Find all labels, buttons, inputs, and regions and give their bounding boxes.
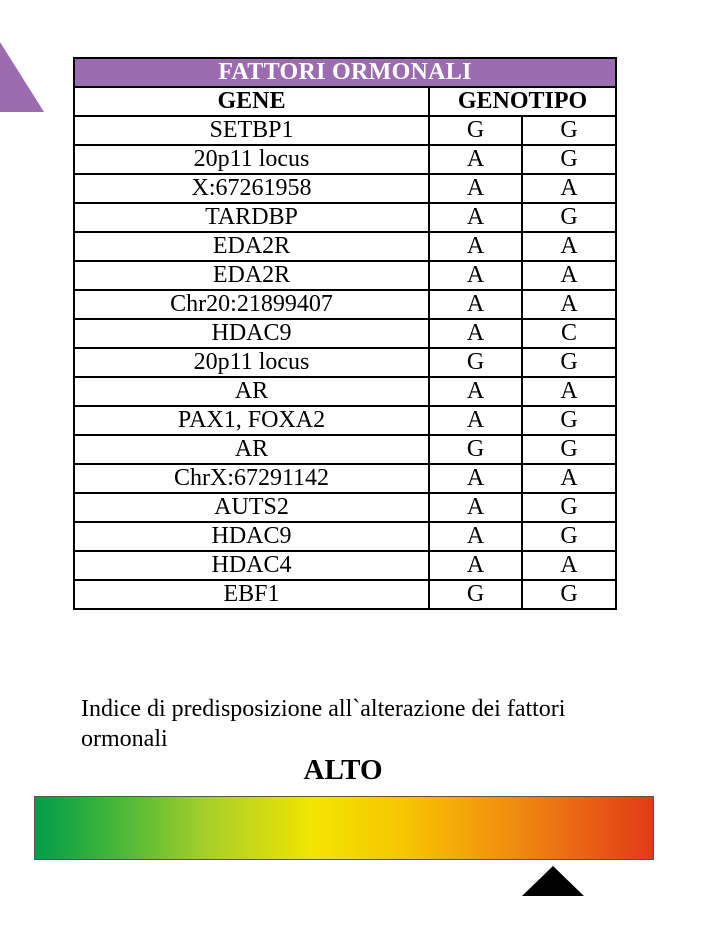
hormonal-factors-table xyxy=(73,57,617,610)
gene-column-header: GENE xyxy=(74,87,429,116)
gene-cell: AUTS2 xyxy=(74,493,429,522)
allele-1-cell: G xyxy=(429,348,522,377)
allele-2-cell: A xyxy=(522,551,616,580)
allele-2-cell: C xyxy=(522,319,616,348)
gene-cell: ChrX:67291142 xyxy=(74,464,429,493)
allele-2-cell: A xyxy=(522,464,616,493)
table-row xyxy=(74,580,616,609)
allele-1-cell: A xyxy=(429,145,522,174)
table-row xyxy=(74,348,616,377)
allele-2-cell: A xyxy=(522,377,616,406)
table-row xyxy=(74,493,616,522)
allele-2-cell: G xyxy=(522,348,616,377)
table-row xyxy=(74,232,616,261)
table-row xyxy=(74,319,616,348)
allele-1-cell: A xyxy=(429,493,522,522)
table-title: FATTORI ORMONALI xyxy=(74,58,616,87)
allele-2-cell: A xyxy=(522,232,616,261)
gene-cell: HDAC4 xyxy=(74,551,429,580)
table-row xyxy=(74,377,616,406)
allele-1-cell: A xyxy=(429,290,522,319)
allele-1-cell: A xyxy=(429,319,522,348)
allele-2-cell: A xyxy=(522,261,616,290)
predisposition-level: ALTO xyxy=(303,754,383,786)
table-row xyxy=(74,116,616,145)
allele-2-cell: G xyxy=(522,522,616,551)
table-row xyxy=(74,522,616,551)
gene-cell: 20p11 locus xyxy=(74,145,429,174)
gene-cell: AR xyxy=(74,377,429,406)
allele-1-cell: A xyxy=(429,232,522,261)
genotype-column-header: GENOTIPO xyxy=(429,87,616,116)
table-row xyxy=(74,464,616,493)
gene-cell: HDAC9 xyxy=(74,319,429,348)
table-row xyxy=(74,551,616,580)
table-row xyxy=(74,145,616,174)
gene-cell: EDA2R xyxy=(74,261,429,290)
allele-1-cell: A xyxy=(429,406,522,435)
gene-cell: EDA2R xyxy=(74,232,429,261)
gene-cell: EBF1 xyxy=(74,580,429,609)
allele-1-cell: A xyxy=(429,377,522,406)
allele-1-cell: A xyxy=(429,522,522,551)
risk-gradient-bar xyxy=(34,796,654,860)
gene-cell: PAX1, FOXA2 xyxy=(74,406,429,435)
table-row xyxy=(74,435,616,464)
table-body xyxy=(74,116,616,609)
allele-2-cell: A xyxy=(522,290,616,319)
table-row xyxy=(74,406,616,435)
allele-1-cell: G xyxy=(429,116,522,145)
allele-2-cell: A xyxy=(522,174,616,203)
allele-1-cell: A xyxy=(429,261,522,290)
table-row xyxy=(74,174,616,203)
gene-cell: SETBP1 xyxy=(74,116,429,145)
allele-2-cell: G xyxy=(522,435,616,464)
risk-marker-triangle xyxy=(522,866,584,896)
allele-1-cell: G xyxy=(429,435,522,464)
table-row xyxy=(74,261,616,290)
allele-1-cell: A xyxy=(429,203,522,232)
gene-cell: X:67261958 xyxy=(74,174,429,203)
corner-decoration xyxy=(0,42,44,112)
table-row xyxy=(74,203,616,232)
predisposition-index-label: Indice di predisposizione all`alterazione dei fattori ormonali xyxy=(81,696,566,752)
gene-cell: HDAC9 xyxy=(74,522,429,551)
gene-cell: AR xyxy=(74,435,429,464)
gene-cell: TARDBP xyxy=(74,203,429,232)
allele-2-cell: G xyxy=(522,493,616,522)
allele-2-cell: G xyxy=(522,406,616,435)
allele-2-cell: G xyxy=(522,580,616,609)
gene-cell: 20p11 locus xyxy=(74,348,429,377)
table-row xyxy=(74,290,616,319)
allele-1-cell: A xyxy=(429,551,522,580)
allele-2-cell: G xyxy=(522,203,616,232)
gene-cell: Chr20:21899407 xyxy=(74,290,429,319)
allele-1-cell: G xyxy=(429,580,522,609)
allele-2-cell: G xyxy=(522,145,616,174)
allele-1-cell: A xyxy=(429,174,522,203)
allele-1-cell: A xyxy=(429,464,522,493)
allele-2-cell: G xyxy=(522,116,616,145)
